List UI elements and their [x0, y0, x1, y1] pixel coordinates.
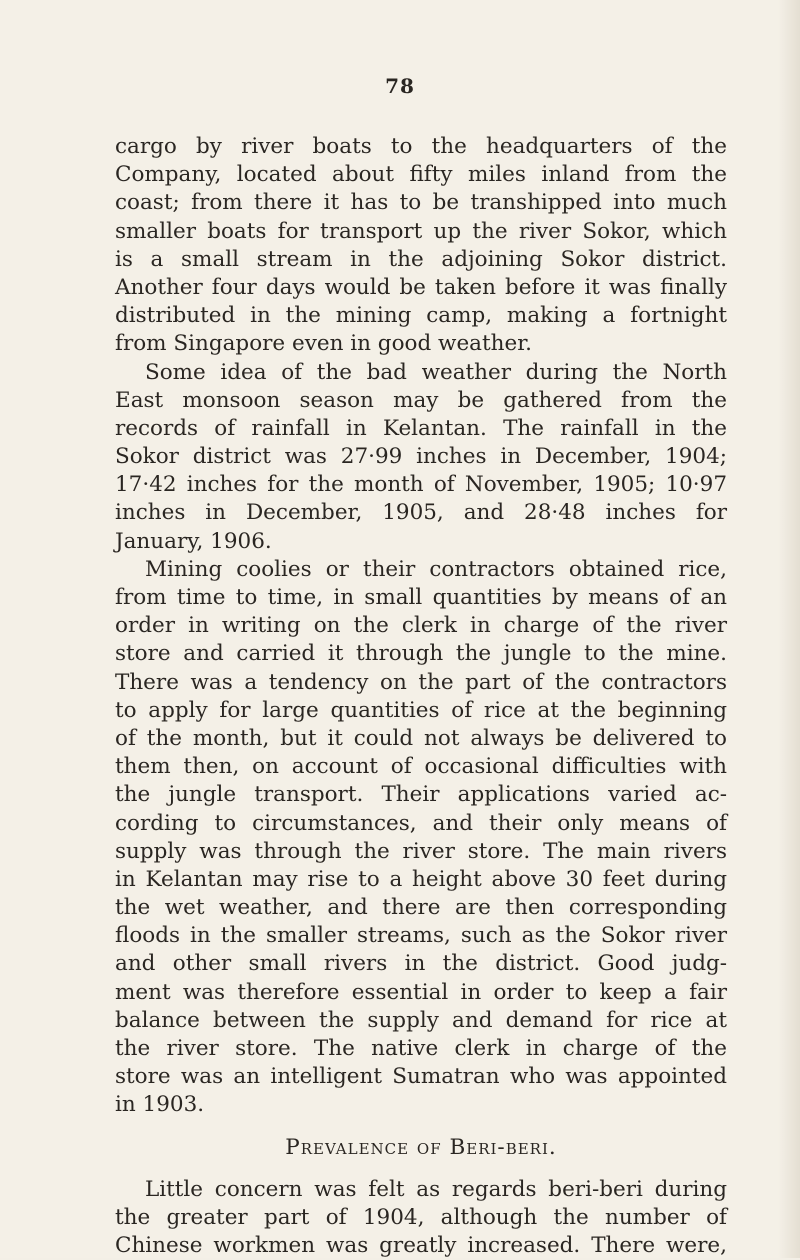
text-line: smaller boats for transport up the river Sokor, which: [115, 218, 727, 244]
text-line: to apply for large quantities of rice at the beginning: [115, 697, 727, 723]
text-line: 17·42 inches for the month of November, 1905; 10·97: [115, 472, 727, 498]
text-line: Another four days would be taken before it was finally: [115, 274, 727, 300]
text-line: and other small rivers in the district. Good judg-: [115, 951, 727, 977]
text-line: from Singapore even in good weather.: [115, 331, 532, 357]
text-line: the wet weather, and there are then corresponding: [115, 895, 727, 921]
page-number: 78: [385, 74, 415, 98]
text-line: Company, located about fifty miles inland from the: [115, 162, 727, 188]
text-line: order in writing on the clerk in charge of the river: [115, 613, 727, 639]
text-line: Mining coolies or their contractors obtained rice,: [145, 556, 727, 582]
text-line: There was a tendency on the part of the contractors: [115, 669, 727, 695]
text-line: store and carried it through the jungle to the mine.: [115, 641, 727, 667]
text-line: the jungle transport. Their applications varied ac-: [115, 782, 727, 808]
text-line: Little concern was felt as regards beri-beri during: [145, 1176, 727, 1202]
text-line: in Kelantan may rise to a height above 30 feet during: [115, 866, 727, 892]
text-line: floods in the smaller streams, such as the Sokor river: [115, 923, 727, 949]
text-line: supply was through the river store. The main rivers: [115, 838, 727, 864]
text-line: is a small stream in the adjoining Sokor district.: [115, 246, 727, 272]
text-line: from time to time, in small quantities by means of an: [115, 585, 727, 610]
section-heading: Prevalence of Beri-beri.: [285, 1134, 557, 1160]
text-line: them then, on account of occasional difficulties with: [115, 754, 727, 780]
text-line: Some idea of the bad weather during the North: [145, 359, 727, 385]
text-line: records of rainfall in Kelantan. The rainfall in the: [115, 415, 727, 441]
text-line: Sokor district was 27·99 inches in December, 1904;: [115, 444, 727, 470]
text-line: cording to circumstances, and their only means of: [115, 810, 727, 836]
text-line: store was an intelligent Sumatran who was appointed: [115, 1064, 727, 1090]
text-line: the river store. The native clerk in charge of the: [115, 1036, 727, 1061]
text-line: balance between the supply and demand for rice at: [115, 1007, 727, 1033]
text-line: the greater part of 1904, although the number of: [115, 1204, 727, 1230]
text-line: inches in December, 1905, and 28·48 inches for: [115, 500, 727, 526]
text-line: ment was therefore essential in order to keep a fair: [115, 979, 727, 1005]
text-line: distributed in the mining camp, making a fortnight: [115, 303, 727, 329]
text-line: cargo by river boats to the headquarters of the: [115, 134, 727, 159]
page-edge-shading: [778, 0, 800, 1258]
text-line: Chinese workmen was greatly increased. There were,: [115, 1233, 727, 1259]
text-line: in 1903.: [115, 1092, 205, 1118]
text-line: coast; from there it has to be transhipped into much: [115, 190, 727, 216]
text-line: of the month, but it could not always be delivered to: [115, 725, 727, 751]
text-line: East monsoon season may be gathered from the: [115, 387, 727, 413]
body-text: [115, 133, 727, 1260]
text-line: January, 1906.: [115, 528, 272, 554]
